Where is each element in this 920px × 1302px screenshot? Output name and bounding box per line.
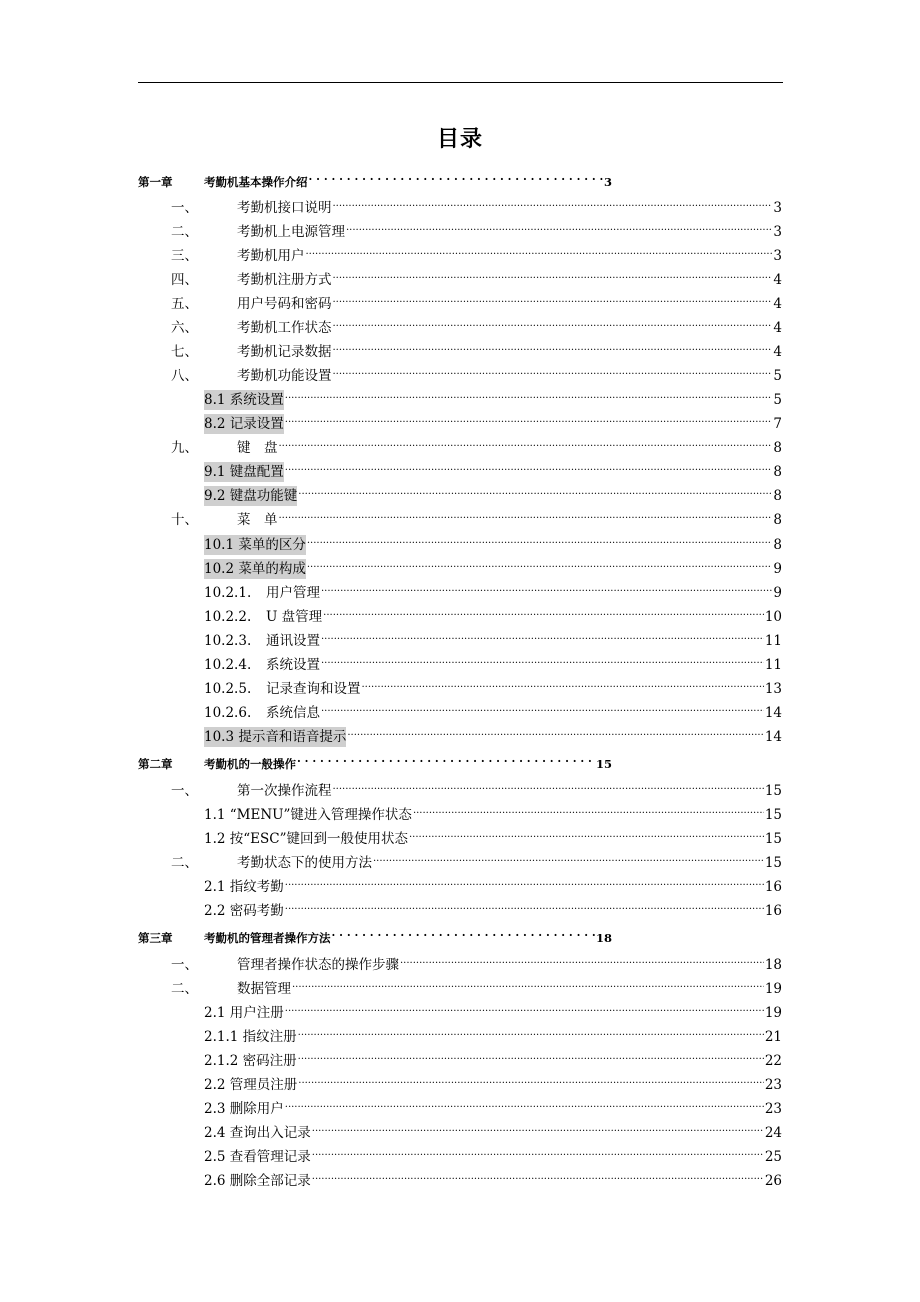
toc-entry-page: 19 — [764, 1005, 782, 1021]
toc-entry-text: 2.2 密码考勤 — [204, 903, 284, 919]
dot-leader — [285, 997, 764, 1017]
toc-entry-text: 2.3 删除用户 — [204, 1101, 284, 1117]
toc-entry[interactable] — [138, 922, 612, 945]
toc-entry[interactable] — [171, 432, 782, 456]
toc-entry-page: 15 — [764, 783, 782, 799]
toc-entry[interactable] — [171, 847, 782, 871]
toc-entry-number: 四、 — [171, 272, 198, 288]
toc-entry-page: 19 — [764, 981, 782, 997]
toc-entry-page: 15 — [764, 831, 782, 847]
toc-entry-number: 十、 — [171, 512, 198, 528]
toc-entry-page: 14 — [764, 705, 782, 721]
toc-entry-number: 10.2.4. — [204, 657, 252, 673]
toc-entry-text: 10.2 菜单的构成 — [204, 561, 306, 577]
toc-entry-text: 2.4 查询出入记录 — [204, 1125, 311, 1141]
toc-entry-number: 八、 — [171, 368, 198, 384]
dot-leader — [321, 577, 772, 597]
toc-title: 目录 — [436, 126, 483, 152]
dot-leader — [307, 529, 773, 549]
toc-entry-number: 二、 — [171, 224, 198, 240]
dot-leader — [362, 673, 764, 693]
dot-leader — [333, 192, 773, 212]
dot-leader — [285, 871, 764, 891]
toc-entry[interactable] — [204, 697, 782, 721]
toc-entry-number: 五、 — [171, 296, 198, 312]
toc-entry-text: U 盘管理 — [266, 609, 323, 625]
toc-entry-number: 二、 — [171, 855, 198, 871]
toc-entry[interactable] — [204, 408, 782, 432]
toc-entry[interactable] — [204, 1069, 782, 1093]
toc-entry-number: 七、 — [171, 344, 198, 360]
dot-leader — [285, 895, 764, 915]
toc-entry-page: 3 — [603, 175, 612, 189]
toc-entry-text: 10.3 提示音和语音提示 — [204, 729, 347, 745]
dot-leader — [279, 504, 773, 524]
toc-entry[interactable] — [171, 360, 782, 384]
dot-leader — [285, 1093, 764, 1113]
toc-entry[interactable] — [204, 553, 782, 577]
toc-entry-number: 一、 — [171, 957, 198, 973]
toc-entry-page: 4 — [773, 320, 782, 336]
toc-entry-page: 11 — [764, 657, 782, 673]
dot-leader — [321, 649, 764, 669]
toc-entry[interactable] — [204, 895, 782, 919]
toc-entry-text: 系统设置 — [266, 657, 320, 673]
toc-entry-text: 2.1.1 指纹注册 — [204, 1029, 297, 1045]
dot-leader — [279, 432, 773, 452]
dot-leader — [321, 697, 764, 717]
toc-entry-page: 16 — [764, 879, 782, 895]
dot-leader — [373, 847, 764, 867]
toc-entry-text: 记录查询和设置 — [266, 681, 361, 697]
toc-entry-page: 23 — [764, 1077, 782, 1093]
dot-leader — [309, 166, 603, 186]
toc-entry-text: 考勤机接口说明 — [237, 200, 332, 216]
toc-entry-number: 六、 — [171, 320, 198, 336]
dot-leader — [298, 1021, 764, 1041]
toc-entry-text: 系统信息 — [266, 705, 320, 721]
toc-entry[interactable] — [204, 577, 782, 601]
toc-entry-number: 九、 — [171, 440, 198, 456]
toc-entry-page: 25 — [764, 1149, 782, 1165]
toc-entry-text: 8.2 记录设置 — [204, 416, 284, 432]
toc-entry-number: 二、 — [171, 981, 198, 997]
toc-entry[interactable] — [204, 673, 782, 697]
toc-entry-text: 2.1.2 密码注册 — [204, 1053, 297, 1069]
toc-entry-text: 考勤机注册方式 — [237, 272, 332, 288]
toc-entry-page: 3 — [773, 248, 782, 264]
toc-entry-text: 8.1 系统设置 — [204, 392, 284, 408]
toc-entry-number: 10.2.5. — [204, 681, 252, 697]
toc-entry[interactable] — [138, 166, 612, 189]
toc-entry-page: 21 — [764, 1029, 782, 1045]
dot-leader — [312, 1165, 764, 1185]
toc-entry-page: 8 — [773, 440, 782, 456]
toc-entry-page: 13 — [764, 681, 782, 697]
toc-entry-page: 16 — [764, 903, 782, 919]
dot-leader — [333, 312, 773, 332]
toc-entry-number: 一、 — [171, 200, 198, 216]
dot-leader — [321, 625, 764, 645]
toc-entry[interactable] — [138, 748, 612, 771]
toc-entry-page: 26 — [764, 1173, 782, 1189]
toc-entry-text: 1.2 按“ESC”键回到一般使用状态 — [204, 831, 408, 847]
toc-entry-text: 用户号码和密码 — [237, 296, 332, 312]
dot-leader — [346, 216, 772, 236]
dot-leader — [333, 360, 773, 380]
dot-leader — [306, 240, 773, 260]
header-rule — [138, 82, 783, 83]
dot-leader — [285, 408, 773, 428]
toc-entry-text: 10.1 菜单的区分 — [204, 537, 306, 553]
toc-entry-text: 第一次操作流程 — [237, 783, 332, 799]
toc-entry-number: 10.2.3. — [204, 633, 252, 649]
toc-entry-text: 2.1 用户注册 — [204, 1005, 284, 1021]
toc-entry-page: 18 — [595, 931, 612, 945]
toc-entry-text: 2.1 指纹考勤 — [204, 879, 284, 895]
toc-entry-page: 10 — [764, 609, 782, 625]
dot-leader — [285, 456, 773, 476]
toc-entry[interactable] — [171, 216, 782, 240]
toc-entry[interactable] — [171, 949, 782, 973]
toc-entry[interactable] — [171, 192, 782, 216]
toc-entry-text: 通讯设置 — [266, 633, 320, 649]
toc-entry-text: 键 盘 — [237, 440, 278, 456]
toc-entry-page: 9 — [773, 561, 782, 577]
dot-leader — [333, 336, 773, 356]
toc-entry-text: 考勤机上电源管理 — [237, 224, 345, 240]
dot-leader — [333, 775, 764, 795]
dot-leader — [312, 1141, 764, 1161]
toc-entry-text: 2.2 管理员注册 — [204, 1077, 298, 1093]
toc-entry-page: 15 — [595, 757, 612, 771]
dot-leader — [297, 748, 595, 768]
toc-entry-text: 考勤机记录数据 — [237, 344, 332, 360]
toc-entry[interactable] — [204, 625, 782, 649]
toc-entry-page: 22 — [764, 1053, 782, 1069]
toc-entry-text: 考勤机功能设置 — [237, 368, 332, 384]
dot-leader — [292, 973, 764, 993]
toc-entry-page: 3 — [773, 200, 782, 216]
toc-entry-text: 2.5 查看管理记录 — [204, 1149, 311, 1165]
toc-entry-page: 4 — [773, 272, 782, 288]
toc-entry-text: 考勤机工作状态 — [237, 320, 332, 336]
toc-entry-number: 第二章 — [138, 757, 173, 771]
toc-entry[interactable] — [171, 973, 782, 997]
toc-entry[interactable] — [204, 384, 782, 408]
toc-entry-page: 4 — [773, 344, 782, 360]
toc-entry-page: 15 — [764, 855, 782, 871]
dot-leader — [312, 1117, 764, 1137]
toc-entry-page: 5 — [773, 392, 782, 408]
toc-entry-number: 第三章 — [138, 931, 173, 945]
toc-entry-page: 8 — [773, 488, 782, 504]
toc-entry-text: 用户管理 — [266, 585, 320, 601]
toc-entry-text: 考勤机用户 — [237, 248, 305, 264]
toc-entry[interactable] — [204, 1117, 782, 1141]
toc-entry-page: 4 — [773, 296, 782, 312]
toc-entry-text: 9.2 键盘功能键 — [204, 488, 298, 504]
toc-entry[interactable] — [171, 504, 782, 528]
toc-entry[interactable] — [204, 799, 782, 823]
toc-entry-number: 10.2.1. — [204, 585, 252, 601]
toc-entry[interactable] — [204, 1093, 782, 1117]
toc-entry-text: 考勤机基本操作介绍 — [204, 175, 308, 189]
toc-entry-page: 8 — [773, 464, 782, 480]
dot-leader — [332, 922, 595, 942]
toc-entry[interactable] — [171, 288, 782, 312]
toc-entry-number: 三、 — [171, 248, 198, 264]
toc-entry[interactable] — [204, 529, 782, 553]
toc-entry[interactable] — [171, 336, 782, 360]
toc-entry-page: 8 — [773, 512, 782, 528]
toc-entry[interactable] — [204, 456, 782, 480]
toc-entry[interactable] — [171, 775, 782, 799]
toc-entry-page: 7 — [773, 416, 782, 432]
dot-leader — [298, 1045, 764, 1065]
toc-entry[interactable] — [204, 1045, 782, 1069]
toc-entry-text: 2.6 删除全部记录 — [204, 1173, 311, 1189]
toc-entry[interactable] — [204, 721, 782, 745]
toc-entry[interactable] — [204, 997, 782, 1021]
toc-entry-page: 18 — [764, 957, 782, 973]
dot-leader — [323, 601, 764, 621]
toc-entry-page: 9 — [773, 585, 782, 601]
toc-entry[interactable] — [204, 601, 782, 625]
toc-entry-text: 考勤机的管理者操作方法 — [204, 931, 331, 945]
toc-entry[interactable] — [204, 871, 782, 895]
dot-leader — [298, 1069, 764, 1089]
toc-entry-page: 3 — [773, 224, 782, 240]
toc-entry-text: 菜 单 — [237, 512, 278, 528]
toc-entry[interactable] — [204, 1165, 782, 1189]
dot-leader — [285, 384, 773, 404]
toc-entry-text: 考勤机的一般操作 — [204, 757, 296, 771]
dot-leader — [333, 264, 773, 284]
toc-entry-page: 5 — [773, 368, 782, 384]
toc-entry[interactable] — [171, 240, 782, 264]
toc-entry-page: 24 — [764, 1125, 782, 1141]
toc-entry-number: 10.2.6. — [204, 705, 252, 721]
dot-leader — [400, 949, 764, 969]
toc-entry[interactable] — [204, 649, 782, 673]
toc-entry-page: 8 — [773, 537, 782, 553]
toc-entry-page: 14 — [764, 729, 782, 745]
toc-entry-text: 考勤状态下的使用方法 — [237, 855, 372, 871]
toc-entry-text: 9.1 键盘配置 — [204, 464, 284, 480]
toc-entry[interactable] — [204, 1141, 782, 1165]
toc-entry-text: 管理者操作状态的操作步骤 — [237, 957, 399, 973]
toc-entry-page: 23 — [764, 1101, 782, 1117]
toc-entry-number: 10.2.2. — [204, 609, 252, 625]
toc-entry[interactable] — [204, 480, 782, 504]
dot-leader — [413, 799, 764, 819]
toc-entry-text: 数据管理 — [237, 981, 291, 997]
toc-entry[interactable] — [171, 312, 782, 336]
toc-entry[interactable] — [204, 1021, 782, 1045]
toc-entry-number: 第一章 — [138, 175, 173, 189]
toc-entry[interactable] — [204, 823, 782, 847]
dot-leader — [347, 721, 763, 741]
toc-entry[interactable] — [171, 264, 782, 288]
toc-entry-text: 1.1 “MENU”键进入管理操作状态 — [204, 807, 412, 823]
dot-leader — [307, 553, 773, 573]
toc-entry-number: 一、 — [171, 783, 198, 799]
dot-leader — [298, 480, 772, 500]
toc-entry-page: 11 — [764, 633, 782, 649]
dot-leader — [409, 823, 764, 843]
dot-leader — [333, 288, 773, 308]
toc-entry-page: 15 — [764, 807, 782, 823]
